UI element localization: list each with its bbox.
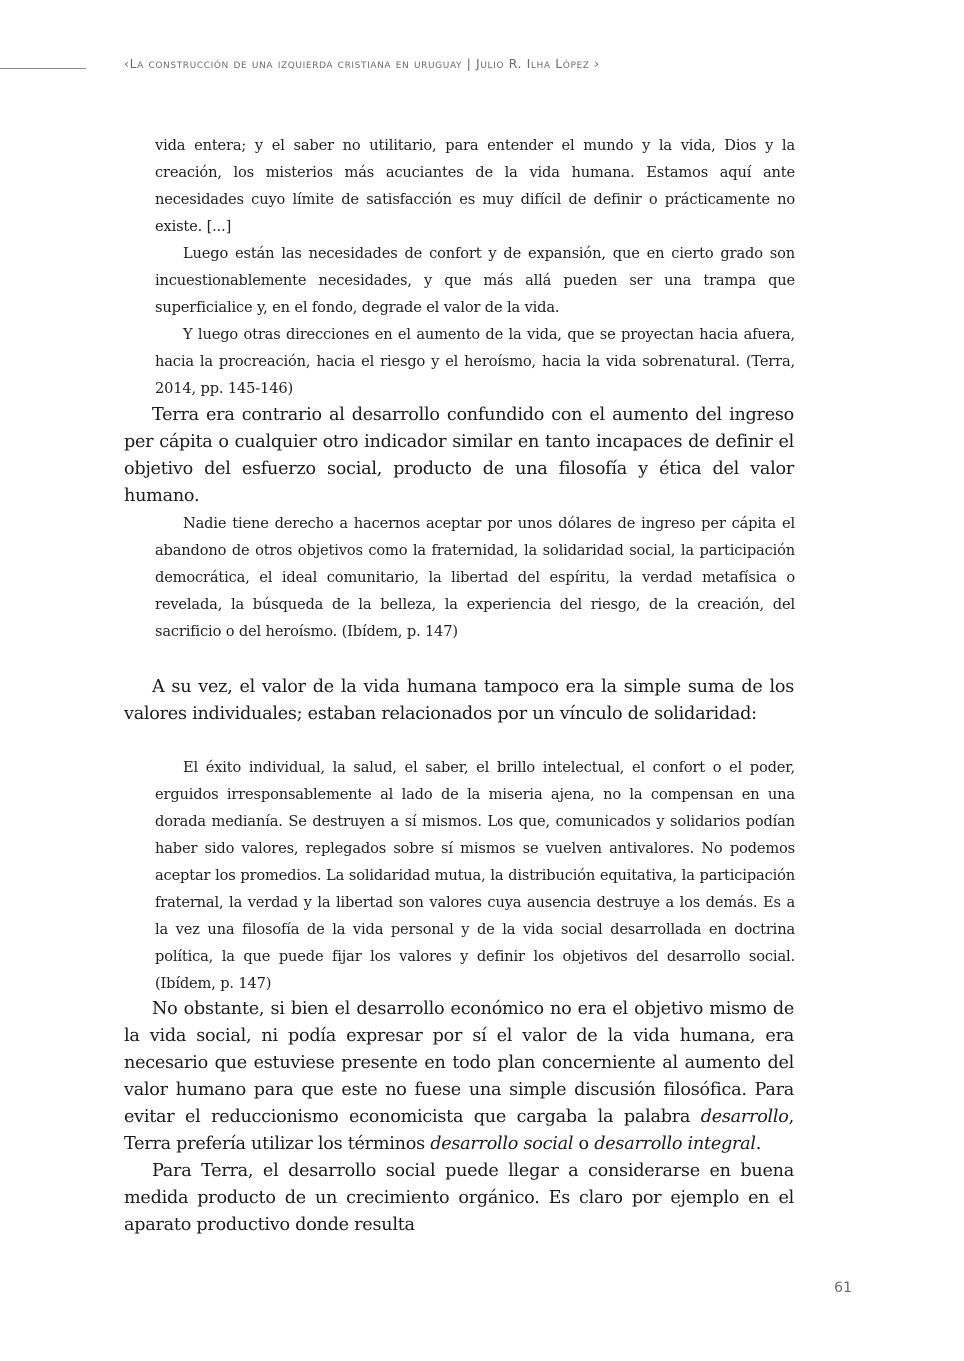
body-paragraphs-3-4	[124, 996, 794, 1239]
paragraph: A su vez, el valor de la vida humana tampoco era la simple suma de los valores individuales; estaban relacionados por un vínculo de solidaridad:	[124, 677, 794, 724]
emphasis-term: desarrollo social	[430, 1134, 574, 1154]
paragraph	[124, 996, 794, 1158]
paragraph-text: .	[755, 1134, 762, 1154]
running-head: ‹La construcción de una izquierda cristiana en uruguay | Julio R. Ilha López ›	[124, 56, 600, 71]
page-number: 61	[834, 1280, 852, 1296]
paragraph-text: No obstante, si bien el desarrollo económico no era el objetivo mismo de la vida social, ni podía expresar por sí el valor de la vida humana, era necesario que estuviese presente en todo plan concerniente al aumento del valor humano para que este no fuese una simple discusión filosófica. Para evitar el reduccionismo economicista que cargaba la palabra	[124, 999, 794, 1127]
body-paragraph-1	[124, 402, 794, 510]
quote-paragraph: Luego están las necesidades de confort y de expansión, que en cierto grado son incuestionablemente necesidades, y que más allá pueden ser una trampa que superficialice y, en el fondo, degrade el valor de la vida.	[155, 245, 795, 316]
paragraph: Terra era contrario al desarrollo confundido con el aumento del ingreso per cápita o cualquier otro indicador similar en tanto incapaces de definir el objetivo del esfuerzo social, producto de una filosofía y ética del valor humano.	[124, 405, 794, 506]
quote-paragraph: vida entera; y el saber no utilitario, para entender el mundo y la vida, Dios y la creación, los misterios más acuciantes de la vida humana. Estamos aquí ante necesidades cuyo límite de satisfacción es muy difícil de definir o prácticamente no existe. [...]	[155, 137, 795, 235]
block-quote-2	[155, 510, 795, 645]
quote-paragraph: Nadie tiene derecho a hacernos aceptar por unos dólares de ingreso per cápita el abandono de otros objetivos como la fraternidad, la solidaridad social, la participación democrática, el ideal comunitario, la libertad del espíritu, la verdad metafísica o revelada, la búsqueda de la belleza, la experiencia del riesgo, de la creación, del sacrificio o del heroísmo. (Ibídem, p. 147)	[155, 515, 795, 640]
emphasis-term: desarrollo	[700, 1107, 789, 1127]
header-rule	[0, 68, 86, 69]
block-quote-3	[155, 754, 795, 997]
body-paragraph-2	[124, 674, 794, 728]
quote-paragraph: Y luego otras direcciones en el aumento de la vida, que se proyectan hacia afuera, hacia la procreación, hacia el riesgo y el heroísmo, hacia la vida sobrenatural. (Terra, 2014, pp. 145-146)	[155, 326, 795, 397]
paragraph: Para Terra, el desarrollo social puede llegar a considerarse en buena medida producto de un crecimiento orgánico. Es claro por ejemplo en el aparato productivo donde resulta	[124, 1161, 794, 1235]
emphasis-term: desarrollo integral	[594, 1134, 756, 1154]
paragraph-text: o	[573, 1134, 595, 1154]
paragraph-text: , Terra prefería utilizar los términos	[124, 1107, 794, 1154]
block-quote-1	[155, 132, 795, 402]
quote-paragraph: El éxito individual, la salud, el saber, el brillo intelectual, el confort o el poder, erguidos irresponsablemente al lado de la miseria ajena, no la compensan en una dorada medianía. Se destruyen a sí mismos. Los que, comunicados y solidarios podían haber sido valores, replegados sobre sí mismos se vuelven antivalores. No podemos aceptar los promedios. La solidaridad mutua, la distribución equitativa, la participación fraternal, la verdad y la libertad son valores cuya ausencia destruye a los demás. Es a la vez una filosofía de la vida personal y de la vida social desarrollada en doctrina política, la que puede fijar los valores y definir los objetivos del desarrollo social. (Ibídem, p. 147)	[155, 759, 795, 992]
